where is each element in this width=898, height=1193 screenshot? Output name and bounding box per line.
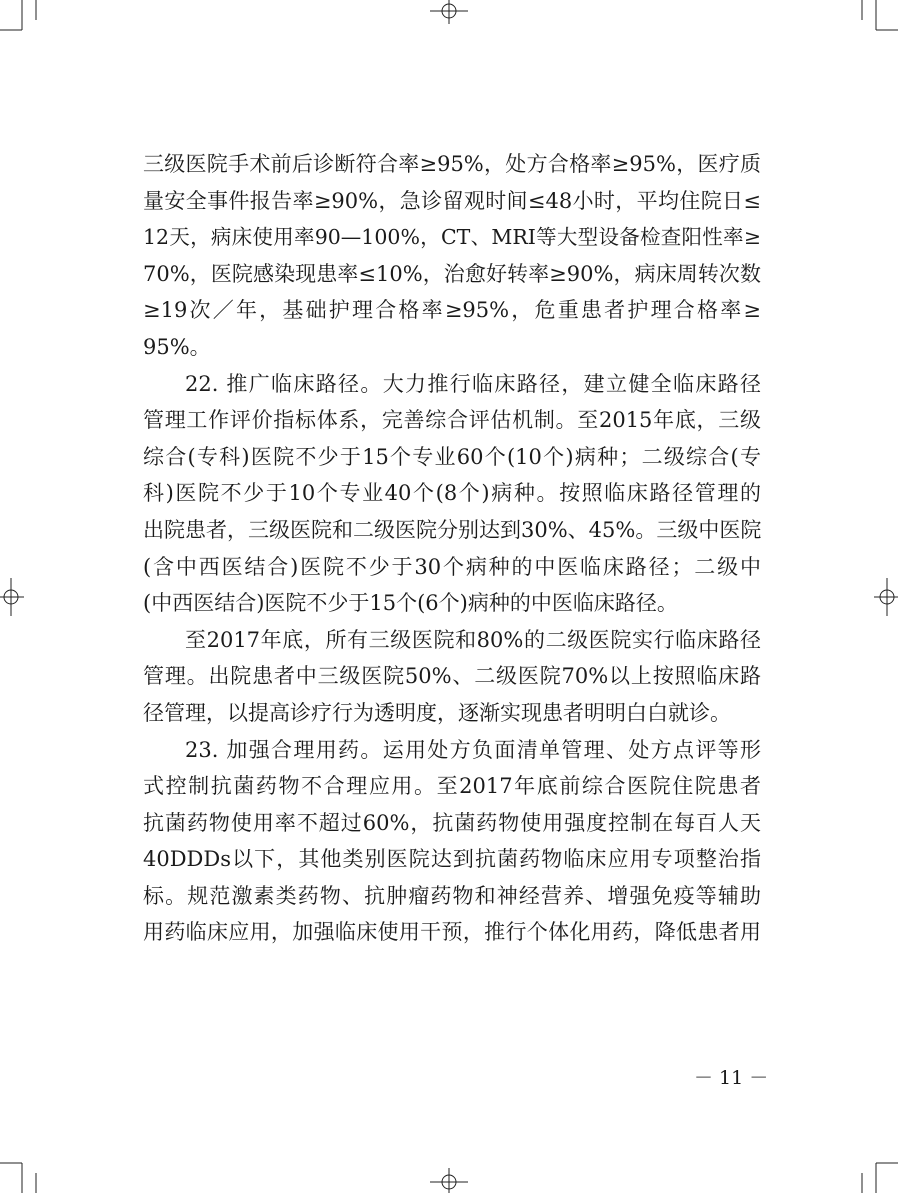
page-number: － 11 － bbox=[694, 1067, 769, 1089]
body-text-line: 量安全事件报告率≥90%，急诊留观时间≤48小时，平均住院日≤ bbox=[143, 188, 761, 213]
body-text-line: 管理。出院患者中三级医院50%、二级医院70%以上按照临床路 bbox=[143, 664, 761, 689]
body-text-line: 23. 加强合理用药。运用处方负面清单管理、处方点评等形 bbox=[185, 737, 761, 762]
body-text-line: 综合(专科)医院不少于15个专业60个(10个)病种；二级综合(专 bbox=[143, 444, 761, 469]
body-text-line: 出院患者，三级医院和二级医院分别达到30%、45%。三级中医院 bbox=[143, 517, 761, 542]
body-text-line: 抗菌药物使用率不超过60%，抗菌药物使用强度控制在每百人天 bbox=[143, 810, 761, 835]
body-text-line: 管理工作评价指标体系，完善综合评估机制。至2015年底，三级 bbox=[143, 408, 761, 433]
body-text-line: 标。规范激素类药物、抗肿瘤药物和神经营养、增强免疫等辅助 bbox=[143, 883, 761, 908]
body-text-line: 40DDDs以下，其他类别医院达到抗菌药物临床应用专项整治指 bbox=[143, 847, 761, 872]
body-text-line: 22. 推广临床路径。大力推行临床路径，建立健全临床路径 bbox=[185, 371, 761, 396]
body-text-line: 科)医院不少于10个专业40个(8个)病种。按照临床路径管理的 bbox=[143, 481, 761, 506]
body-text-line: ≥19次／年，基础护理合格率≥95%，危重患者护理合格率≥ bbox=[143, 298, 761, 323]
body-text-line: 至2017年底，所有三级医院和80%的二级医院实行临床路径 bbox=[185, 627, 761, 652]
document-body bbox=[143, 146, 761, 951]
body-text-line: (含中西医结合)医院不少于30个病种的中医临床路径；二级中 bbox=[143, 554, 761, 579]
body-text-line: 95%。 bbox=[143, 334, 211, 359]
body-text-line: 三级医院手术前后诊断符合率≥95%，处方合格率≥95%，医疗质 bbox=[143, 152, 761, 176]
body-text-line: 式控制抗菌药物不合理应用。至2017年底前综合医院住院患者 bbox=[143, 774, 761, 799]
body-text-line: 用药临床应用，加强临床使用干预，推行个体化用药，降低患者用 bbox=[143, 920, 761, 945]
body-text-line: 径管理，以提高诊疗行为透明度，逐渐实现患者明明白白就诊。 bbox=[143, 700, 731, 725]
body-text-line: 12天，病床使用率90—100%，CT、MRI等大型设备检查阳性率≥ bbox=[143, 225, 761, 250]
body-text-line: (中西医结合)医院不少于15个(6个)病种的中医临床路径。 bbox=[143, 591, 678, 616]
body-text-line: 70%，医院感染现患率≤10%，治愈好转率≥90%，病床周转次数 bbox=[143, 261, 761, 286]
